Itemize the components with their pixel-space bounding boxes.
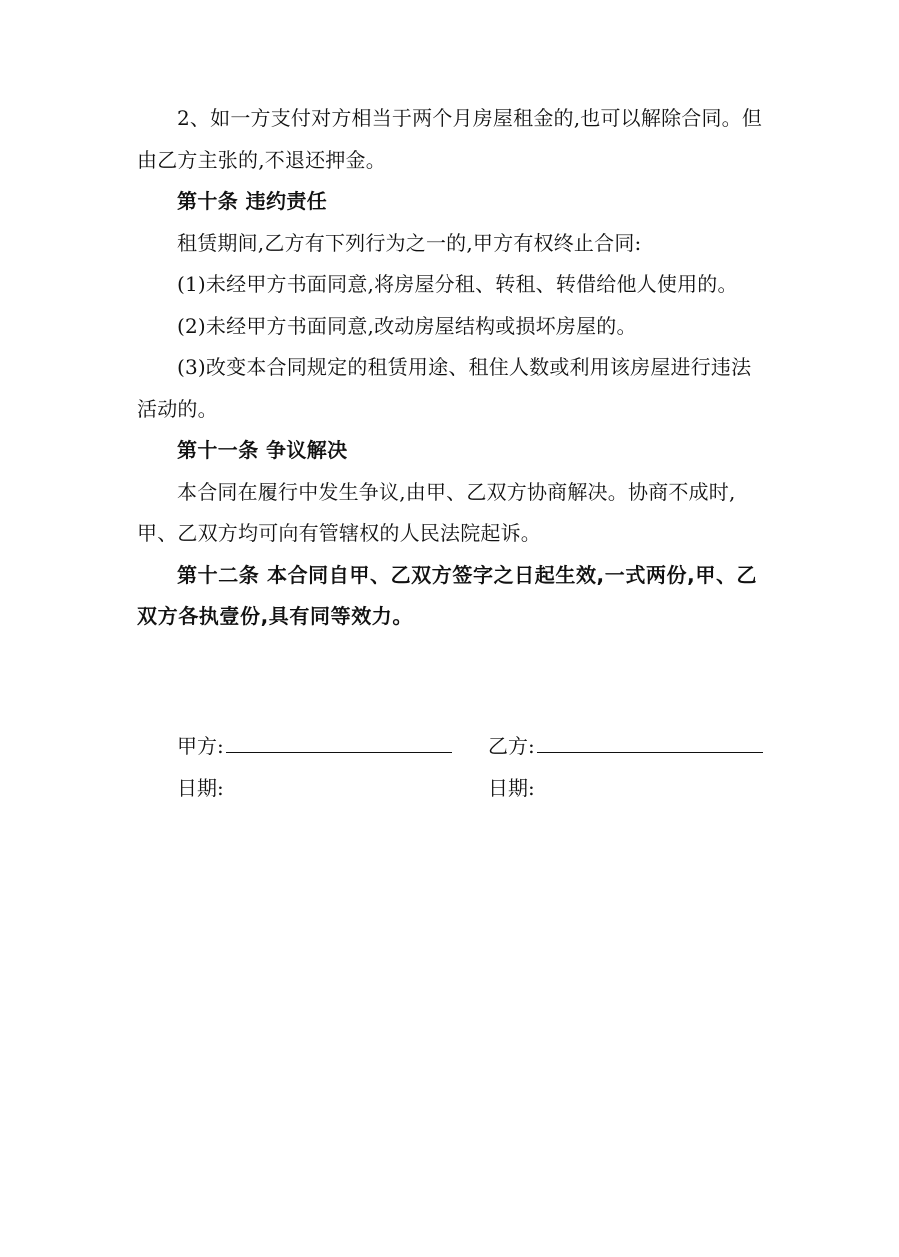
article-12-body: 第十二条 本合同自甲、乙双方签字之日起生效,一式两份,甲、乙双方各执壹份,具有同等效力。: [137, 562, 758, 628]
contract-body: [137, 98, 769, 638]
signature-block: [177, 726, 777, 816]
article-11-heading: 第十一条 争议解决: [177, 438, 348, 462]
party-a-date-label: 日期:: [177, 775, 224, 800]
party-b-signature: [488, 726, 778, 809]
article-10-item-1: (1)未经甲方书面同意,将房屋分租、转租、转借给他人使用的。: [177, 272, 738, 296]
party-a-date-row: [177, 768, 467, 810]
party-b-label: 乙方:: [488, 734, 535, 758]
article-10-intro: 租赁期间,乙方有下列行为之一的,甲方有权终止合同:: [177, 230, 642, 255]
party-a-row: [177, 726, 467, 768]
clause-termination-payment: 2、如一方支付对方相当于两个月房屋租金的,也可以解除合同。但由乙方主张的,不退还押金。: [137, 106, 763, 172]
article-10-item-2: (2)未经甲方书面同意,改动房屋结构或损坏房屋的。: [177, 313, 637, 338]
party-b-date-label: 日期:: [488, 775, 535, 800]
article-10-heading: 第十条 违约责任: [177, 189, 328, 213]
party-b-date-row: [488, 768, 778, 810]
article-11-body: 本合同在履行中发生争议,由甲、乙双方协商解决。协商不成时,甲、乙双方均可向有管辖权的人民法院起诉。: [137, 479, 736, 545]
party-a-signature: [177, 726, 467, 809]
party-b-row: [488, 726, 778, 768]
article-10-item-3: (3)改变本合同规定的租赁用途、租住人数或利用该房屋进行违法活动的。: [137, 355, 752, 421]
party-a-signature-line: [226, 728, 452, 753]
party-b-signature-line: [537, 728, 763, 753]
party-a-label: 甲方:: [177, 734, 224, 758]
